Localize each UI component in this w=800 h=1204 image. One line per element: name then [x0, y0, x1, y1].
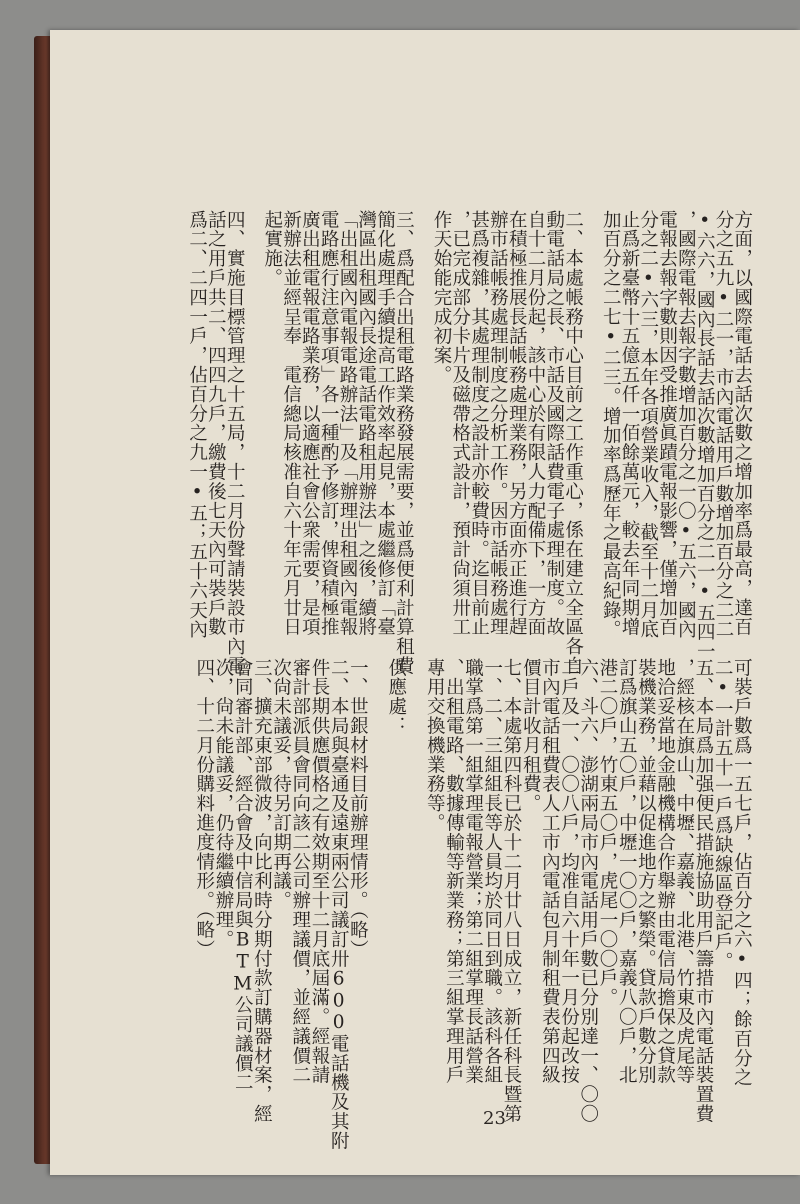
- text-line: 電路應行注意事項」各一種酌予修訂，俾資積極推: [318, 210, 340, 637]
- text-line: 三、爲配合出租電路業務發展需要，並爲便利計算租費: [393, 210, 415, 676]
- text-line: 在積極推展長話帳務處理業務，另方面亦正進行趕: [506, 210, 528, 637]
- text-line: 六、斗六、澎湖兩局市內電話用戶數已分別達一、〇〇: [577, 658, 599, 1124]
- text-line: 新辦法並經呈奉 電信總局核准自六十年元月廿日: [280, 210, 302, 637]
- text-line: 二、本局與臺通及遠東兩公司議訂卅600電話機及其附: [328, 658, 350, 1151]
- text-line: 爲二、二四一戶，佔百分之九一•五；五十六天內: [186, 210, 208, 640]
- text-line: 分之二•六三，本年各項營業收入，截至十二月底: [637, 210, 659, 640]
- text-line: 五、本局爲加强便民措施協助用戶籌措市內電話裝置費: [692, 658, 714, 1124]
- document-page: [50, 30, 800, 1175]
- text-line: 次，尙未能議妥，仍待繼續辦理。: [212, 658, 234, 949]
- text-line: 一、二、三組組長等人員均於同日到職。該科各組: [481, 658, 503, 1085]
- text-line: 止爲新臺幣十五億五仟一佰餘萬元，較去年同期增: [618, 210, 640, 637]
- text-line: 四、十二月份購料進度情形。（略）: [193, 658, 215, 960]
- text-line: 辦市話帳務處理制度之分析工作。因市話帳務處理: [487, 210, 509, 637]
- text-line: 市內電話租費表人工市內電話包月制租費表第四級: [539, 658, 561, 1085]
- text-line: 方面，以國際電話去話次數之增加率爲最高，達百: [731, 210, 753, 637]
- text-line: 七、本處第四科已於十二月廿八日成立，新任科長暨第: [500, 658, 522, 1124]
- text-line: ，已完成部分卡片及磁帶格式設計，預計尙須卅工: [449, 210, 471, 637]
- text-line: 起實施。: [261, 210, 283, 288]
- text-line: 加百分之二七•二三。增加率爲歷年之最高紀錄。: [600, 210, 622, 640]
- text-line: •六六，國內長話去話次數增加百分之二一•五四一: [694, 210, 716, 662]
- text-line: 供應處：: [385, 658, 407, 736]
- text-line: 作天始能完成初案。: [430, 210, 452, 385]
- text-line: ，經核在旗山、中壢、嘉義、北港、竹東及虎尾等: [673, 658, 695, 1085]
- text-line: 甚爲複雜，其處理制度之設計亦較費時。迄目前止: [468, 210, 490, 637]
- text-line: 港二〇戶，竹東五〇戶，虎尾一〇〇戶。: [596, 658, 618, 1008]
- text-line: 四、實施目標管理之十五局，十二月份聲請裝設市內電: [224, 210, 246, 676]
- text-line: 「出租國內電報電路辦法」及「辦理出租國內電報: [336, 210, 358, 637]
- text-line: 廣出租電報電路業務，以適應社會公衆需要，是項: [299, 210, 321, 637]
- text-line: 訂爲旗山五〇戶，中壢一〇〇戶，嘉義八〇戶，北: [616, 658, 638, 1085]
- text-line: 自十二月份起，該中心於有限人力配備下，一方面: [524, 210, 546, 637]
- page-number: 23: [483, 1108, 506, 1129]
- text-line: 審計部派員會同向該二公司辦理議價，並經議價二: [289, 658, 311, 1085]
- text-line: 話之用戶共二、四四九戶，繳費後七天內可裝戶數: [205, 210, 227, 637]
- text-line: 可裝戶數爲一五七戶，佔百分之六•四；餘百分之: [731, 658, 753, 1088]
- text-line: 會同審計部、經合會及中信局與BTM公司議價二: [232, 658, 254, 1093]
- text-line: 分之五九•二一，市內電話用戶數增加百分之二二: [712, 210, 734, 640]
- text-line: 動電話局之長、市話及國際話費電子處理制度。故: [543, 210, 565, 637]
- text-line: 地洽妥當地金融機構合作舉辦由電信局擔保之貸款: [654, 658, 676, 1085]
- text-line: ，國際電報去報字數增加百分之一〇•五六，國內: [675, 210, 697, 640]
- text-line: 一、世銀材料目前辦理情形。（略）: [347, 658, 369, 960]
- text-line: 、出租電路、數據傳輸等新業務；第三組掌理用戶: [443, 658, 465, 1085]
- text-line: 三、擴充東部微波，向比利時分期付款訂購器材案，經: [251, 658, 273, 1124]
- text-line: 灣區出租國內長途電話電路租用辦法」之後，續將: [355, 210, 377, 637]
- text-line: 二、本處帳務中心目前之工作重心，係在建立全區各自: [562, 210, 584, 676]
- text-line: 職掌爲第一組掌理電報營業；第二組掌理長話營業: [462, 658, 484, 1085]
- text-line: 簡化處理手續提高工作效率起見，本處繼修訂「臺: [374, 210, 396, 637]
- text-line: 裝機業務，並藉以促進地方之繁榮。貸款戶數分別: [635, 658, 657, 1085]
- text-line: 價目計收月租費。: [520, 658, 542, 814]
- text-line: 次尙未議妥，待另訂期再議。: [270, 658, 292, 911]
- text-line: 件長期供應價格之有效期至十二月底屆滿。經報請: [308, 658, 330, 1085]
- text-line: 電報去報字數則因受推廣眞蹟電報影響，僅增加百: [656, 210, 678, 637]
- text-line: 專用交換機業務等。: [424, 658, 446, 833]
- text-line: 二戶及一、〇〇八戶，均准自六十年一月份起改按: [558, 658, 580, 1085]
- text-line: 二•一計五十一戶爲缺線區登記戶。: [712, 658, 734, 971]
